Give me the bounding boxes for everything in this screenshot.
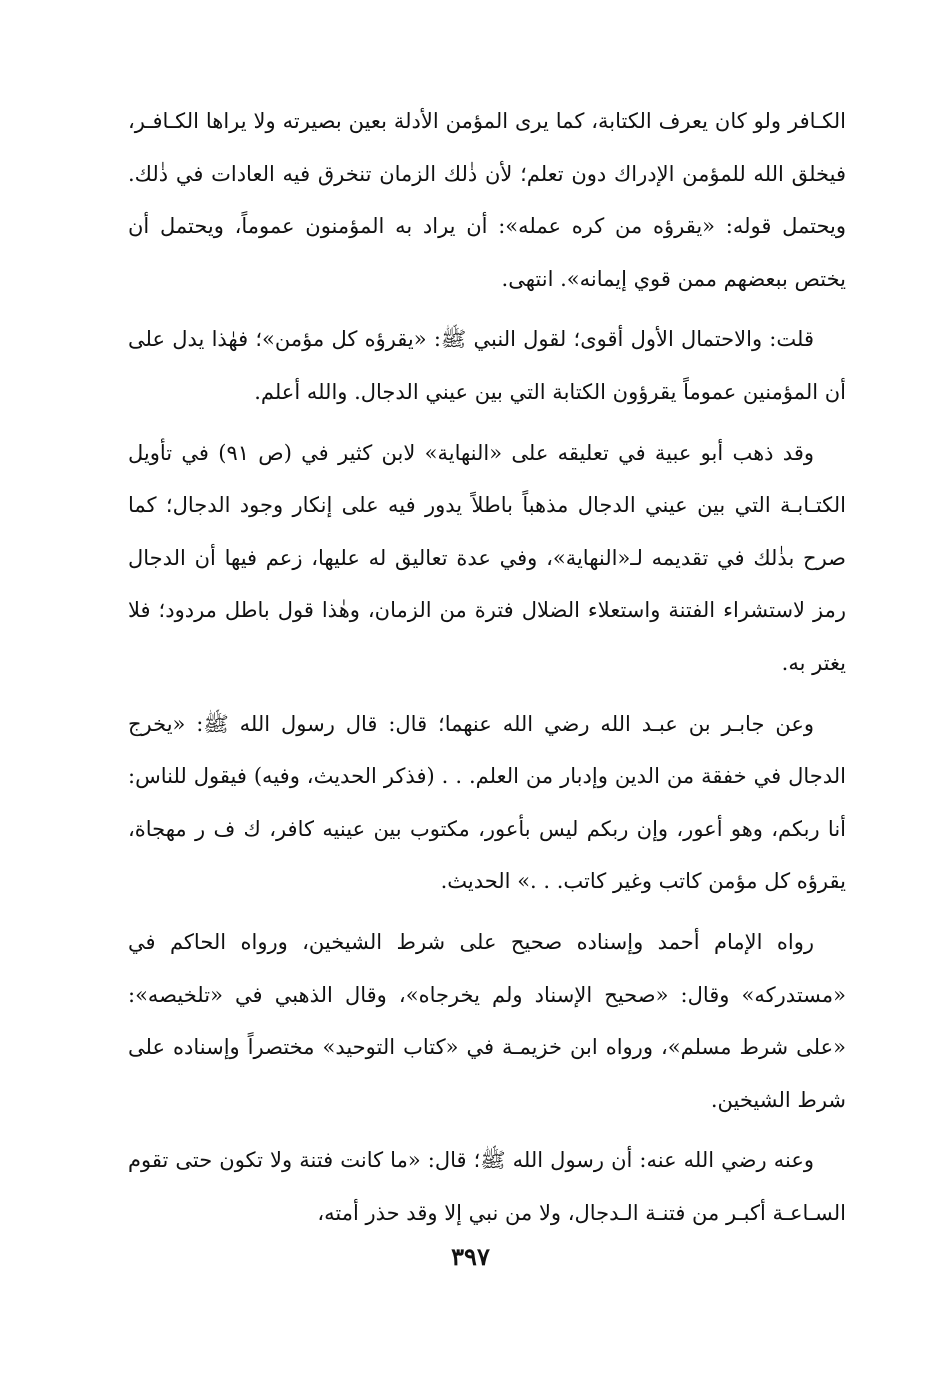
paragraph-second-hadith: وعنه رضي الله عنه: أن رسول الله ﷺ؛ قال: «ما كانت فتنة ولا تكون حتى تقوم السـاعـة أكبـر من فتنـة الـدجال، ولا من نبي إلا وقد حذر أمته، <box>128 1148 846 1225</box>
page-number: ٣٩٧ <box>451 1242 490 1271</box>
paragraph-jabir-hadith: وعن جابـر بن عبـد الله رضي الله عنهما؛ قال: قال رسول الله ﷺ: «يخرج الدجال في خفقة من الدين وإدبار من العلم. . . (فذكر الحديث، وفيه) فيقول للناس: أنا ربكم، وهو أعور، وإن ربكم ليس بأعور، مكتوب بين عينيه كافر، ك ف ر مهجاة، يقرؤه كل مؤمن كاتب وغير كاتب. . .» الحديث. <box>128 711 846 894</box>
paragraph-abu-ubayya: وقد ذهب أبو عبية في تعليقه على «النهاية» لابن كثير في (ص ٩١) في تأويل الكتـابـة التي بين عيني الدجال مذهباً باطلاً يدور فيه على إنكار وجود الدجال؛ كما صرح بذٰلك في تقديمه لـ«النهاية»، وفي عدة تعاليق له عليها، زعم فيها أن الدجال رمز لاستشراء الفتنة واستعلاء الضلال فترة من الزمان، وهٰذا قول باطل مردود؛ فلا يغتر به. <box>128 440 846 675</box>
page-body <box>128 95 846 1239</box>
paragraph-qultu: قلت: والاحتمال الأول أقوى؛ لقول النبي ﷺ: «يقرؤه كل مؤمن»؛ فهٰذا يدل على أن المؤمنين عموماً يقرؤون الكتابة التي بين عيني الدجال. والله أعلم. <box>128 327 846 404</box>
paragraph-continuation: الكـافر ولو كان يعرف الكتابة، كما يرى المؤمن الأدلة بعين بصيرته ولا يراها الكـافـر، فيخلق الله للمؤمن الإدراك دون تعلم؛ لأن ذٰلك الزمان تنخرق فيه العادات في ذٰلك. ويحتمل قوله: «يقرؤه من كره عمله»: أن يراد به المؤمنون عموماً، ويحتمل أن يختص ببعضهم ممن قوي إيمانه». انتهى. <box>128 109 846 291</box>
paragraph-takhrij: رواه الإمام أحمد وإسناده صحيح على شرط الشيخين، ورواه الحاكم في «مستدركه» وقال: «صحيح الإسناد ولم يخرجاه»، وقال الذهبي في «تلخيصه»: «على شرط مسلم»، ورواه ابن خزيمـة في «كتاب التوحيد» مختصراً وإسناده على شرط الشيخين. <box>128 929 846 1112</box>
